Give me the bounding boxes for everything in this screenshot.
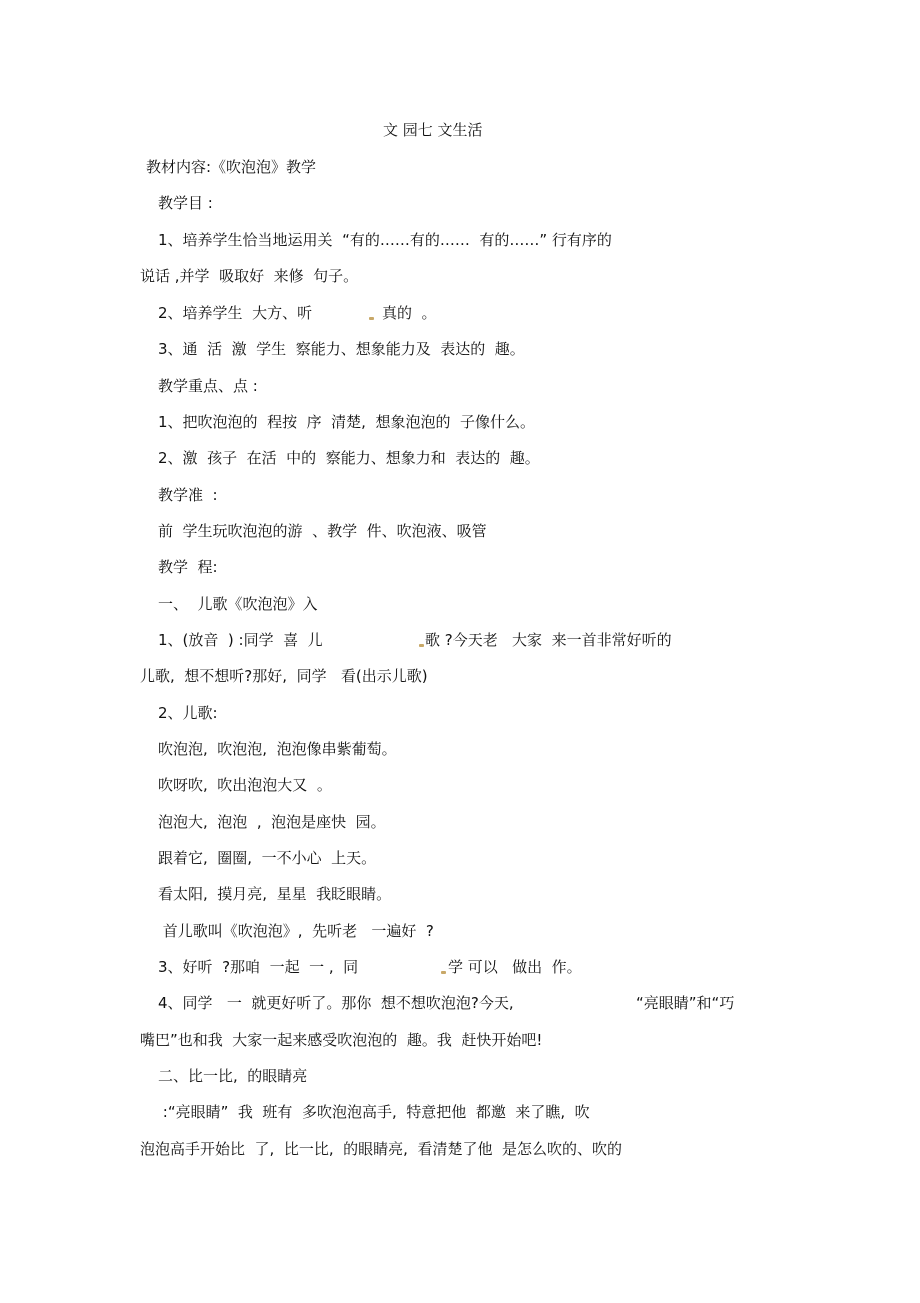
text-line: 3、好听 ?那咱 一起 一 , 同 [158,958,359,976]
text-line: “亮眼睛”和“巧 [636,994,735,1012]
text-line: 学 可以 做出 作。 [448,958,582,976]
document-title: 文 园七 文生活 [383,121,483,139]
text-line: 2、培养学生 大方、听 [158,304,313,322]
text-line: 看太阳, 摸月亮, 星星 我眨眼睛。 [158,885,392,903]
text-line: 泡泡高手开始比 了, 比一比, 的眼睛亮, 看清楚了他 是怎么吹的、吹的 [140,1140,622,1158]
text-line: 教学重点、点 : [158,377,258,395]
text-line: 跟着它, 圈圈, 一不小心 上天。 [158,849,377,867]
text-line: 2、儿歌: [158,704,218,722]
text-line: 教学目 : [158,194,213,212]
text-line: 泡泡大, 泡泡 , 泡泡是座快 园。 [158,813,386,831]
text-line: 儿歌, 想不想听?那好, 同学 看(出示儿歌) [140,667,428,685]
text-line: 1、培养学生恰当地运用关 “有的……有的…… 有的……” 行有序的 [158,231,612,249]
text-line: 前 学生玩吹泡泡的游 、教学 件、吹泡液、吸管 [158,522,487,540]
text-line: 吹呀吹, 吹出泡泡大又 。 [158,776,332,794]
scan-mark [441,971,446,974]
text-line: 1、(放音 ) :同学 喜 儿 [158,631,323,649]
text-line: :“亮眼睛” 我 班有 多吹泡泡高手, 特意把他 都邀 来了瞧, 吹 [158,1103,590,1121]
text-line: 说话 ,并学 吸取好 来修 句子。 [140,267,359,285]
text-line: 二、比一比, 的眼睛亮 [158,1067,308,1085]
text-line: 教学准 : [158,486,218,504]
scan-mark [419,644,424,647]
text-line: 嘴巴”也和我 大家一起来感受吹泡泡的 趣。我 赶快开始吧! [140,1031,543,1049]
text-line: 3、通 活 激 学生 察能力、想象能力及 表达的 趣。 [158,340,525,358]
text-line: 1、把吹泡泡的 程按 序 清楚, 想象泡泡的 子像什么。 [158,413,535,431]
text-line: 真的 。 [382,304,437,322]
text-line: 2、激 孩子 在活 中的 察能力、想象力和 表达的 趣。 [158,449,540,467]
text-line: 教材内容:《吹泡泡》教学 [146,158,317,176]
text-line: 教学 程: [158,558,218,576]
text-line: 歌 ?今天老 大家 来一首非常好听的 [425,631,672,649]
text-line: 4、同学 一 就更好听了。那你 想不想吹泡泡?今天, [158,994,514,1012]
text-line: 吹泡泡, 吹泡泡, 泡泡像串紫葡萄。 [158,740,397,758]
text-line: 首儿歌叫《吹泡泡》, 先听老 一遍好 ? [158,922,434,940]
scan-mark [369,317,374,320]
text-line: 一、 儿歌《吹泡泡》入 [158,595,318,613]
